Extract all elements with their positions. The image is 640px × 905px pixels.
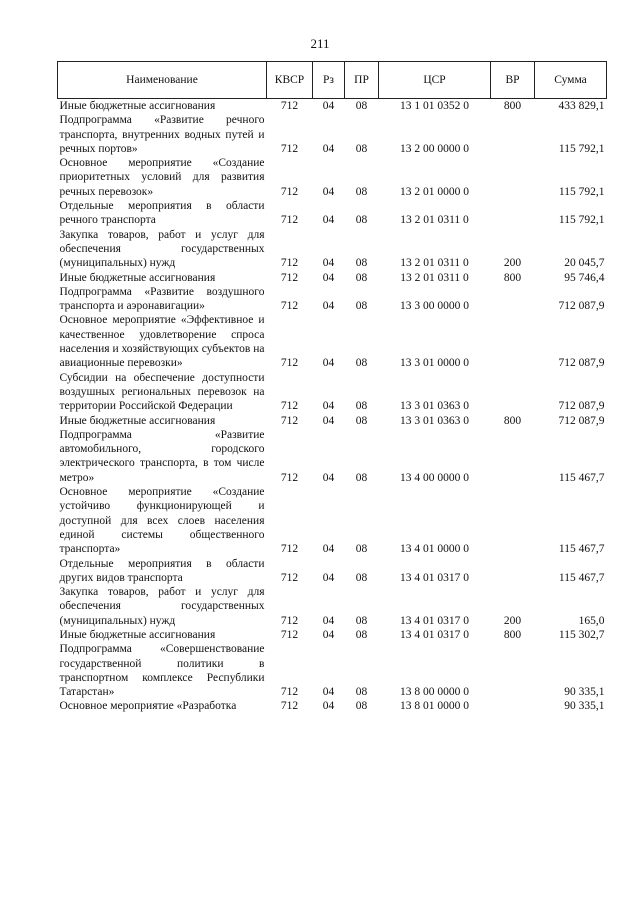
table-row [58, 228, 607, 271]
table-row [58, 99, 607, 114]
budget-table [57, 61, 607, 714]
cell-rz: 04 [322, 614, 335, 627]
cell-vr [491, 557, 535, 586]
cell-rz: 04 [322, 571, 335, 584]
cell-name: Иные бюджетные ассигнования [59, 271, 216, 284]
cell-csr: 13 4 01 0317 0 [400, 614, 469, 627]
table-row [58, 156, 607, 199]
header-sum: Сумма [535, 62, 607, 99]
cell-vr [491, 199, 535, 228]
cell-sum: 712 087,9 [558, 357, 605, 370]
cell-vr [491, 285, 535, 314]
cell-sum: 95 746,4 [564, 271, 605, 284]
cell-sum: 90 335,1 [564, 686, 605, 699]
cell-csr: 13 3 01 0363 0 [400, 414, 469, 427]
header-csr: ЦСР [379, 62, 491, 99]
cell-rz: 04 [322, 100, 335, 112]
cell-kvsr: 712 [280, 571, 299, 584]
cell-kvsr: 712 [280, 185, 299, 198]
cell-sum: 712 087,9 [558, 414, 605, 427]
cell-csr: 13 4 00 0000 0 [400, 471, 469, 484]
header-kvsr: КВСР [267, 62, 313, 99]
cell-rz: 04 [322, 142, 335, 155]
cell-sum: 115 792,1 [558, 214, 605, 227]
cell-pr: 08 [355, 414, 368, 427]
cell-pr: 08 [355, 257, 368, 270]
cell-rz: 04 [322, 357, 335, 370]
cell-kvsr: 712 [280, 214, 299, 227]
cell-rz: 04 [322, 628, 335, 641]
cell-name: Иные бюджетные ассигнования [59, 100, 216, 112]
cell-name: Закупка товаров, работ и услуг для обеспечения государственных (муниципальных) нужд [59, 586, 265, 627]
cell-kvsr: 712 [280, 357, 299, 370]
table-row [58, 285, 607, 314]
cell-kvsr: 712 [280, 414, 299, 427]
table-row [58, 113, 607, 156]
cell-csr: 13 2 01 0311 0 [400, 257, 469, 270]
cell-vr [491, 428, 535, 485]
cell-pr: 08 [355, 471, 368, 484]
cell-csr: 13 4 01 0317 0 [400, 571, 469, 584]
cell-vr [491, 699, 535, 713]
cell-vr [491, 156, 535, 199]
cell-csr: 13 4 01 0000 0 [400, 543, 469, 556]
cell-kvsr: 712 [280, 100, 299, 112]
table-row [58, 628, 607, 642]
cell-vr: 200 [503, 614, 522, 627]
cell-sum: 115 467,7 [558, 571, 605, 584]
cell-rz: 04 [322, 543, 335, 556]
cell-name: Иные бюджетные ассигнования [59, 628, 216, 641]
table-row [58, 485, 607, 556]
cell-rz: 04 [322, 471, 335, 484]
page-number: 211 [310, 36, 330, 51]
cell-rz: 04 [322, 271, 335, 284]
cell-csr: 13 3 00 0000 0 [400, 300, 469, 313]
cell-pr: 08 [355, 543, 368, 556]
cell-sum: 165,0 [578, 614, 605, 627]
cell-sum: 712 087,9 [558, 300, 605, 313]
cell-pr: 08 [355, 686, 368, 699]
cell-sum: 115 467,7 [558, 471, 605, 484]
header-vr: ВР [491, 62, 535, 99]
cell-name: Субсидии на обеспечение доступности воздушных региональных перевозок на территории Российской Федерации [59, 371, 265, 413]
cell-vr [491, 371, 535, 414]
cell-pr: 08 [355, 300, 368, 313]
cell-rz: 04 [322, 414, 335, 427]
cell-sum: 115 792,1 [558, 185, 605, 198]
cell-csr: 13 8 00 0000 0 [400, 686, 469, 699]
cell-sum: 433 829,1 [558, 100, 605, 112]
cell-kvsr: 712 [280, 142, 299, 155]
cell-vr: 800 [503, 628, 522, 641]
cell-rz: 04 [322, 700, 335, 713]
table-row [58, 557, 607, 586]
cell-sum: 90 335,1 [564, 700, 605, 713]
cell-rz: 04 [322, 214, 335, 227]
table-row [58, 428, 607, 485]
cell-name: Иные бюджетные ассигнования [59, 414, 216, 427]
cell-name: Подпрограмма «Развитие речного транспорта, внутренних водных путей и речных портов» [59, 114, 265, 155]
cell-csr: 13 2 01 0311 0 [400, 214, 469, 227]
cell-pr: 08 [355, 100, 368, 112]
table-row [58, 271, 607, 285]
cell-vr: 800 [503, 100, 522, 112]
cell-pr: 08 [355, 400, 368, 413]
cell-rz: 04 [322, 686, 335, 699]
cell-kvsr: 712 [280, 300, 299, 313]
cell-kvsr: 712 [280, 271, 299, 284]
cell-rz: 04 [322, 300, 335, 313]
cell-kvsr: 712 [280, 686, 299, 699]
cell-name: Подпрограмма «Развитие автомобильного, городского электрического транспорта, в том числе метро» [59, 428, 265, 484]
cell-vr [491, 113, 535, 156]
cell-rz: 04 [322, 257, 335, 270]
cell-sum: 20 045,7 [564, 257, 605, 270]
table-row [58, 371, 607, 414]
cell-name: Основное мероприятие «Разработка [59, 700, 237, 713]
header-rz: Рз [313, 62, 345, 99]
cell-sum: 115 792,1 [558, 142, 605, 155]
cell-csr: 13 4 01 0317 0 [400, 628, 469, 641]
cell-pr: 08 [355, 571, 368, 584]
cell-rz: 04 [322, 400, 335, 413]
table-row [58, 199, 607, 228]
cell-vr: 800 [503, 271, 522, 284]
cell-name: Основное мероприятие «Создание приоритетных условий для развития речных перевозок» [59, 157, 265, 198]
cell-csr: 13 2 01 0311 0 [400, 271, 469, 284]
cell-pr: 08 [355, 214, 368, 227]
table-row [58, 414, 607, 428]
cell-csr: 13 3 01 0363 0 [400, 400, 469, 413]
cell-name: Закупка товаров, работ и услуг для обеспечения государственных (муниципальных) нужд [59, 228, 265, 270]
cell-kvsr: 712 [280, 471, 299, 484]
cell-csr: 13 3 01 0000 0 [400, 357, 469, 370]
cell-name: Основное мероприятие «Создание устойчиво функционирующей и доступной для всех слоев населения единой системы общественного транспорта» [59, 486, 265, 556]
cell-kvsr: 712 [280, 543, 299, 556]
cell-kvsr: 712 [280, 257, 299, 270]
cell-sum: 115 467,7 [558, 543, 605, 556]
cell-name: Отдельные мероприятия в области речного транспорта [59, 200, 265, 227]
cell-rz: 04 [322, 185, 335, 198]
cell-name: Отдельные мероприятия в области других видов транспорта [59, 557, 265, 584]
cell-name: Подпрограмма «Развитие воздушного транспорта и аэронавигации» [59, 285, 265, 313]
cell-vr [491, 642, 535, 699]
cell-pr: 08 [355, 700, 368, 713]
cell-vr [491, 485, 535, 556]
table-row [58, 642, 607, 699]
cell-csr: 13 2 00 0000 0 [400, 142, 469, 155]
header-name: Наименование [58, 62, 267, 99]
cell-name: Подпрограмма «Совершенствование государственной политики в транспортном комплексе Республики Татарстан» [59, 643, 265, 699]
cell-csr: 13 8 01 0000 0 [400, 700, 469, 713]
table-row [58, 699, 607, 713]
cell-pr: 08 [355, 185, 368, 198]
cell-pr: 08 [355, 271, 368, 284]
cell-pr: 08 [355, 614, 368, 627]
table-header-row [58, 62, 607, 99]
cell-vr [491, 313, 535, 370]
cell-pr: 08 [355, 142, 368, 155]
cell-csr: 13 2 01 0000 0 [400, 185, 469, 198]
cell-sum: 712 087,9 [558, 400, 605, 413]
cell-kvsr: 712 [280, 700, 299, 713]
cell-vr: 800 [503, 414, 522, 427]
table-row [58, 585, 607, 628]
cell-csr: 13 1 01 0352 0 [400, 100, 469, 112]
cell-pr: 08 [355, 357, 368, 370]
table-row [58, 313, 607, 370]
cell-vr: 200 [503, 257, 522, 270]
cell-kvsr: 712 [280, 614, 299, 627]
cell-pr: 08 [355, 628, 368, 641]
cell-kvsr: 712 [280, 400, 299, 413]
cell-kvsr: 712 [280, 628, 299, 641]
header-pr: ПР [345, 62, 379, 99]
cell-sum: 115 302,7 [558, 628, 605, 641]
cell-name: Основное мероприятие «Эффективное и качественное удовлетворение спроса населения и хозяйствующих субъектов на авиационные перевозки» [59, 314, 265, 370]
